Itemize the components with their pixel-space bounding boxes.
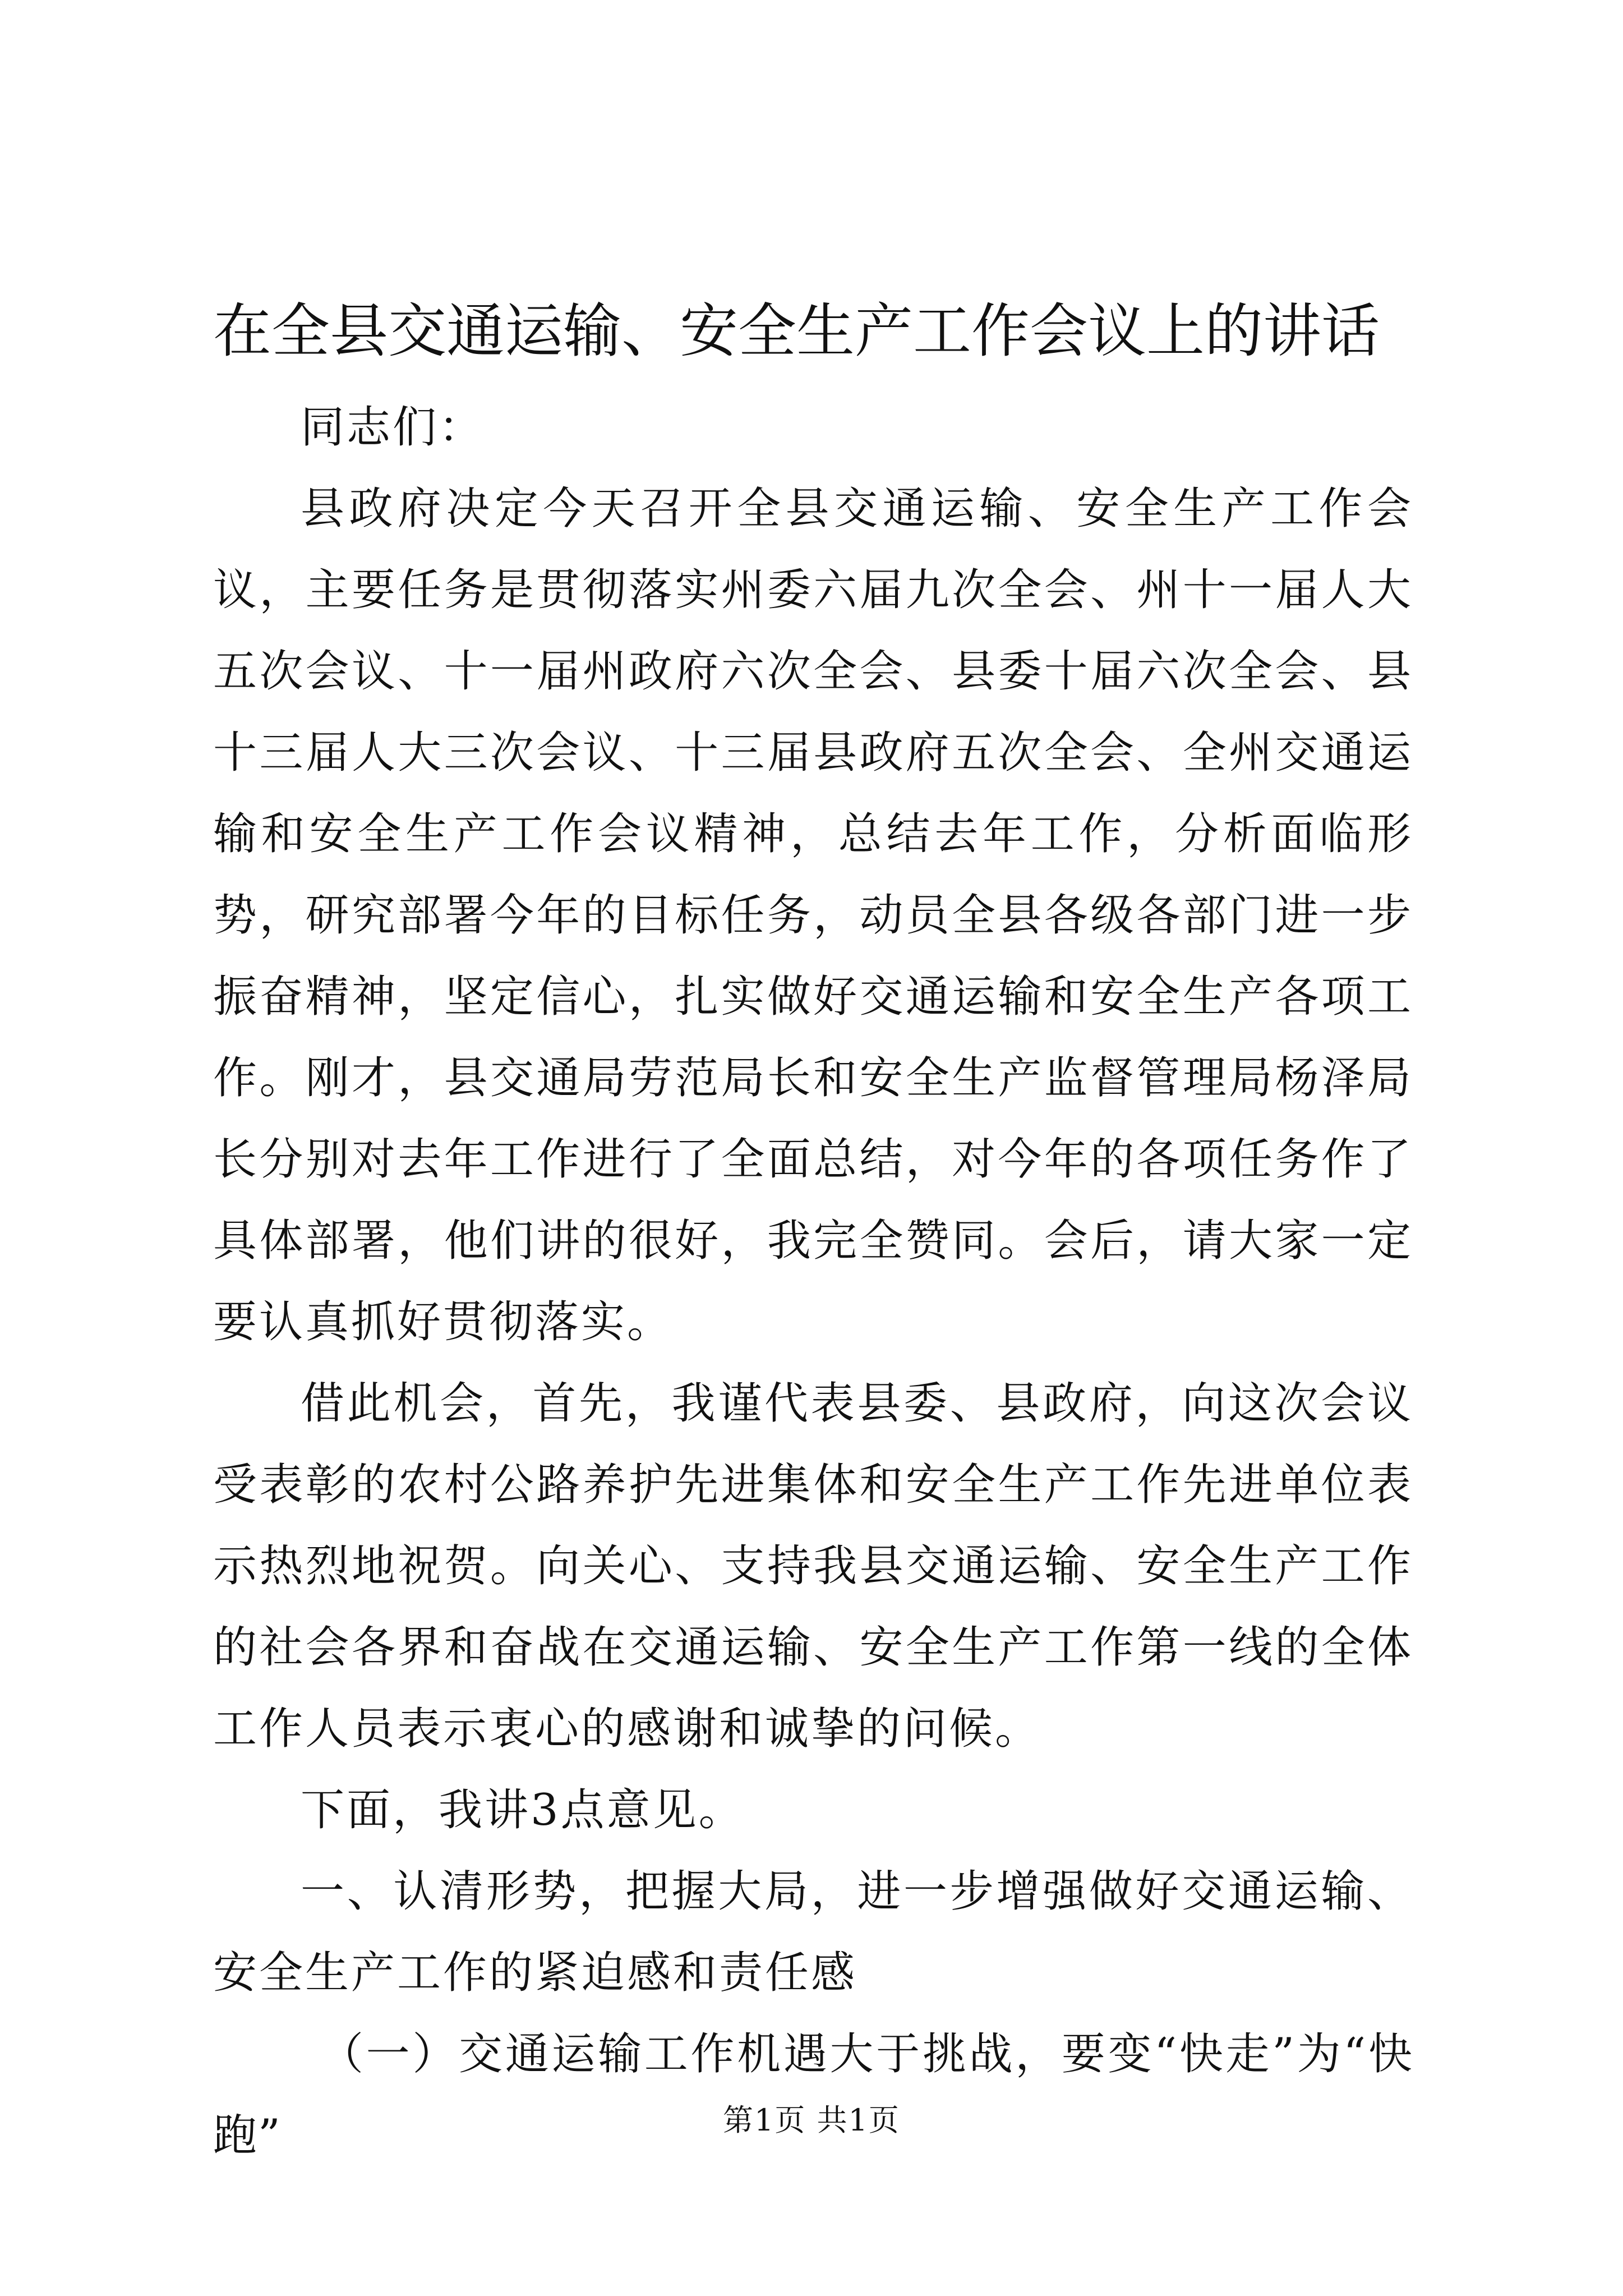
- body-paragraph: 下面，我讲3点意见。: [301, 1785, 745, 1835]
- page-footer: 第1页 共1页: [723, 2102, 900, 2138]
- document-title: 在全县交通运输、安全生产工作会议上的讲话: [213, 297, 1380, 365]
- body-paragraph: 县政府决定今天召开全县交通运输、安全生产工作会议，主要任务是贯彻落实州委六届九次全会、州十一届人大五次会议、十一届州政府六次全会、县委十届六次全会、县十三届人大三次会议、十三届县政府五次全会、全州交通运输和安全生产工作会议精神，总结去年工作，分析面临形势，研究部署今年的目标任务，动员全县各级各部门进一步振奋精神，坚定信心，扎实做好交通运输和安全生产各项工作。刚才，县交通局劳范局长和安全生产监督管理局杨泽局长分别对去年工作进行了全面总结，对今年的各项任务作了具体部署，他们讲的很好，我完全赞同。会后，请大家一定要认真抓好贯彻落实。: [213, 484, 1413, 1347]
- document-body: [213, 387, 1413, 2177]
- section-heading: 一、认清形势，把握大局，进一步增强做好交通运输、安全生产工作的紧迫感和责任感: [213, 1866, 1413, 1998]
- salutation: 同志们：: [301, 402, 485, 453]
- body-paragraph: 借此机会，首先，我谨代表县委、县政府，向这次会议受表彰的农村公路养护先进集体和安全生产工作先进单位表示热烈地祝贺。向关心、支持我县交通运输、安全生产工作的社会各界和奋战在交通运输、安全生产工作第一线的全体工作人员表示衷心的感谢和诚挚的问候。: [213, 1378, 1413, 1754]
- subsection-heading: （一）交通运输工作机遇大于挑战，要变“快走”为“快跑”: [213, 2029, 1413, 2161]
